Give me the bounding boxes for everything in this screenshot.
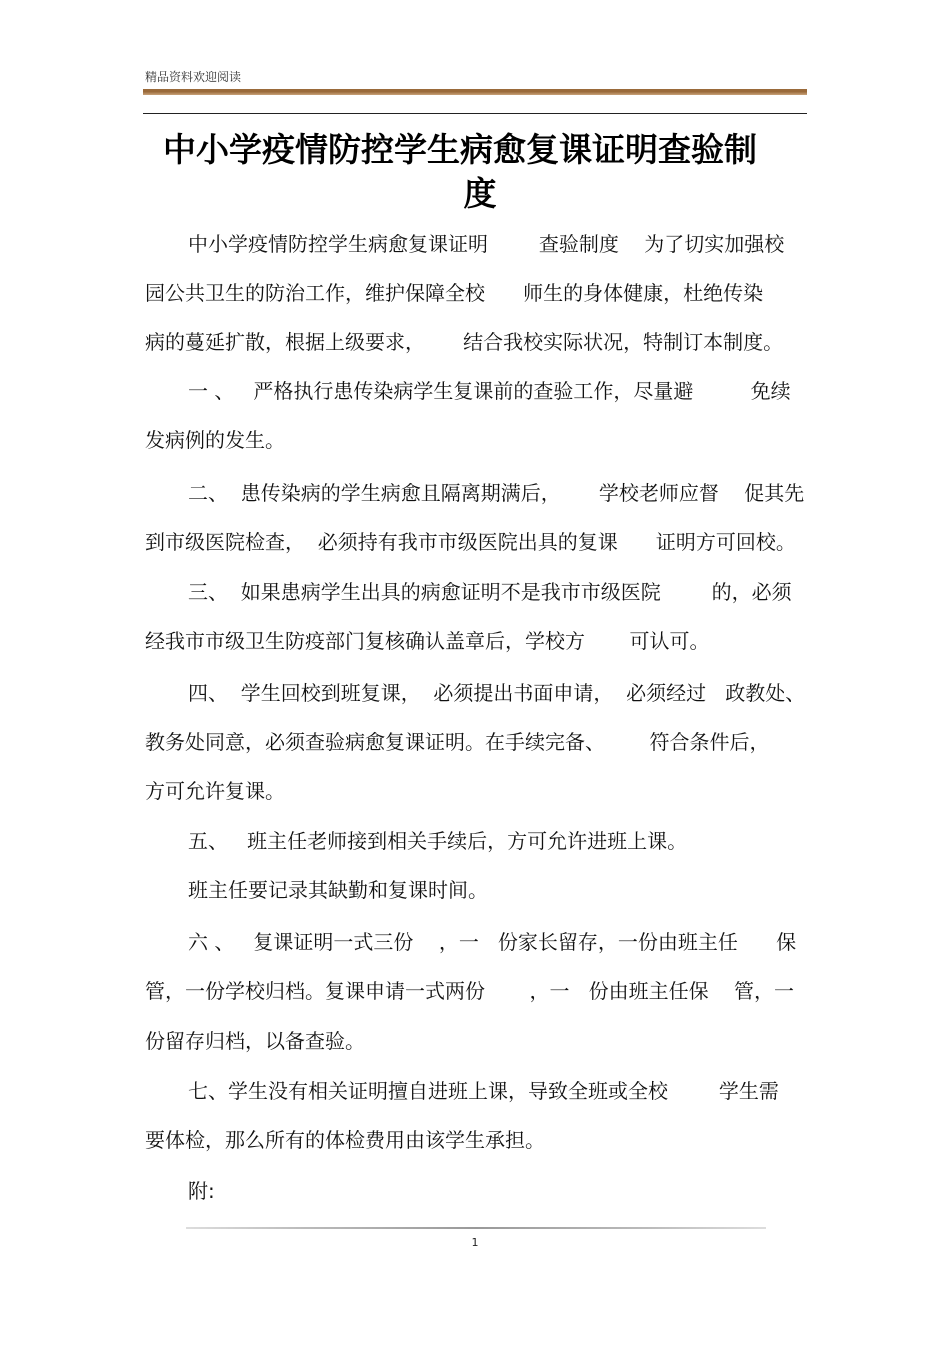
body-line: 病的蔓延扩散，根据上级要求， 结合我校实际状况，特制订本制度。	[145, 330, 784, 354]
page-number: 1	[471, 1236, 479, 1249]
body-line: 一 、 严格执行患传染病学生复课前的查验工作，尽量避 免续	[188, 379, 791, 403]
body-line: 附:	[188, 1179, 215, 1203]
header-text: 精品资料欢迎阅读	[145, 70, 242, 84]
footer-rule	[186, 1227, 766, 1229]
body-line: 二、 患传染病的学生病愈且隔离期满后， 学校老师应督 促其先	[188, 481, 805, 505]
body-line: 份留存归档，以备查验。	[145, 1029, 365, 1053]
body-line: 要体检，那么所有的体检费用由该学生承担。	[145, 1128, 545, 1152]
body-line: 方可允许复课。	[145, 779, 285, 803]
body-line: 发病例的发生。	[145, 428, 285, 452]
body-line: 管，一份学校归档。复课申请一式两份 ，一 份由班主任保 管，一	[145, 979, 795, 1003]
body-line: 班主任要记录其缺勤和复课时间。	[188, 878, 488, 902]
document-title	[143, 128, 807, 216]
body-line: 到市级医院检查， 必须持有我市市级医院出具的复课 证明方可回校。	[145, 530, 796, 554]
body-line: 六 、 复课证明一式三份 ，一 份家长留存，一份由班主任 保	[188, 930, 797, 954]
body-line: 园公共卫生的防治工作，维护保障全校 师生的身体健康，杜绝传染	[145, 281, 764, 305]
body-line: 七、学生没有相关证明擅自进班上课，导致全班或全校 学生需	[188, 1079, 779, 1103]
body-line: 经我市市级卫生防疫部门复核确认盖章后，学校方 可认可。	[145, 629, 710, 653]
header-underline	[143, 113, 807, 114]
body-line: 中小学疫情防控学生病愈复课证明 查验制度 为了切实加强校	[188, 232, 785, 256]
header-rule	[143, 89, 807, 95]
body-line: 三、 如果患病学生出具的病愈证明不是我市市级医院 的，必须	[188, 580, 792, 604]
body-line: 四、 学生回校到班复课， 必须提出书面申请， 必须经过 政教处、	[188, 681, 806, 705]
body-line: 五、 班主任老师接到相关手续后，方可允许进班上课。	[188, 829, 688, 853]
body-line: 教务处同意，必须查验病愈复课证明。在手续完备、 符合条件后，	[145, 730, 770, 754]
title-line-1: 中小学疫情防控学生病愈复课证明查验制	[163, 130, 757, 169]
title-line-2: 度	[463, 174, 497, 213]
